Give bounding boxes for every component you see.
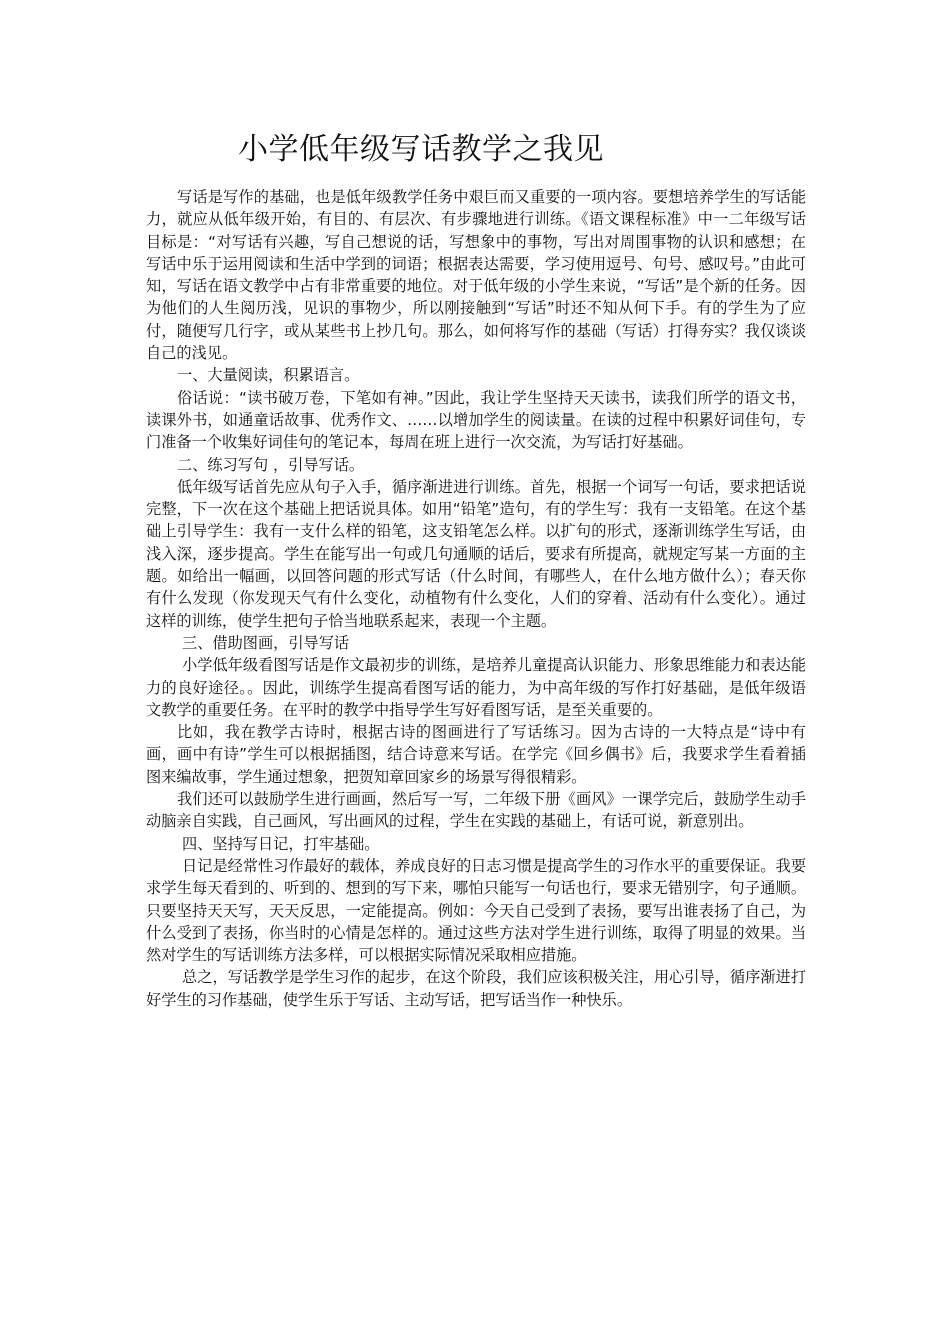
section-2-paragraph: 低年级写话首先应从句子入手，循序渐进进行训练。首先，根据一个词写一句话，要求把话说完整，下一次在这个基础上把话说具体。如用“铅笔”造句，有的学生写：我有一支铅笔。在这个基础上引导学生：我有一支什么样的铅笔，这支铅笔怎么样。以扩句的形式，逐渐训练学生写话，由浅入深，逐步提高。学生在能写出一句或几句通顺的话后，要求有所提高，就规定写某一方面的主题。如给出一幅画，以回答问题的形式写话（什么时间，有哪些人，在什么地方做什么）；春天你有什么发现（你发现天气有什么变化，动植物有什么变化，人们的穿着、活动有什么变化）。通过这样的训练，使学生把句子恰当地联系起来，表现一个主题。 [146,477,806,630]
section-3-paragraph-2: 比如，我在教学古诗时，根据古诗的图画进行了写话练习。因为古诗的一大特点是“诗中有画，画中有诗”学生可以根据插图，结合诗意来写话。在学完《回乡偶书》后，我要求学生看着插图来编故事，学生通过想象，把贺知章回家乡的场景写得很精彩。 [146,723,806,786]
section-3-paragraph-3: 我们还可以鼓励学生进行画画，然后写一写，二年级下册《画风》一课学完后，鼓励学生动手动脑亲自实践，自己画风，写出画风的过程，学生在实践的基础上，有话可说，新意别出。 [146,790,806,831]
section-heading-1: 一、大量阅读，积累语言。 [177,366,360,385]
document-title: 小学低年级写话教学之我见 [238,132,604,167]
conclusion-paragraph: 总之，写话教学是学生习作的起步，在这个阶段，我们应该积极关注，用心引导，循序渐进打好学生的习作基础，使学生乐于写话、主动写话，把写话当作一种快乐。 [146,968,806,1009]
section-4-paragraph: 日记是经常性习作最好的载体，养成良好的日志习惯是提高学生的习作水平的重要保证。我要求学生每天看到的、听到的、想到的写下来，哪怕只能写一句话也行，要求无错别字，句子通顺。只要坚持天天写，天天反思，一定能提高。例如：今天自己受到了表扬，要写出谁表扬了自己，为什么受到了表扬，你当时的心情是怎样的。通过这些方法对学生进行训练，取得了明显的效果。当然对学生的写话训练方法多样，可以根据实际情况采取相应措施。 [146,856,806,965]
section-heading-3: 三、借助图画，引导写话 [182,633,350,652]
section-heading-2: 二、练习写句 ，引导写话。 [177,455,365,474]
intro-paragraph: 写话是写作的基础，也是低年级教学任务中艰巨而又重要的一项内容。要想培养学生的写话能力，就应从低年级开始，有目的、有层次、有步骤地进行训练。《语文课程标准》中一二年级写话目标是：“对写话有兴趣，写自己想说的话，写想象中的事物，写出对周围事物的认识和感想；在写话中乐于运用阅读和生活中学到的词语；根据表达需要，学习使用逗号、句号、感叹号。”由此可知，写话在语文教学中占有非常重要的地位。对于低年级的小学生来说，“写话”是个新的任务。因为他们的人生阅历浅，见识的事物少，所以刚接触到“写话”时还不知从何下手。有的学生为了应付，随便写几行字，或从某些书上抄几句。那么，如何将写作的基础（写话）打得夯实？我仅谈谈自己的浅见。 [146,188,806,363]
section-3-paragraph-1: 小学低年级看图写话是作文最初步的训练，是培养儿童提高认识能力、形象思维能力和表达能力的良好途径。。因此，训练学生提高看图写话的能力，为中高年级的写作打好基础，是低年级语文教学的重要任务。在平时的教学中指导学生写好看图写话，是至关重要的。 [146,656,806,719]
section-1-paragraph: 俗话说：“读书破万卷，下笔如有神。”因此，我让学生坚持天天读书，读我们所学的语文书，读课外书，如通童话故事、优秀作文、……以增加学生的阅读量。在读的过程中积累好词佳句，专门准备一个收集好词佳句的笔记本，每周在班上进行一次交流，为写话打好基础。 [146,388,806,452]
document-body [146,186,806,1011]
section-heading-4: 四、坚持写日记，打牢基础。 [182,834,380,853]
